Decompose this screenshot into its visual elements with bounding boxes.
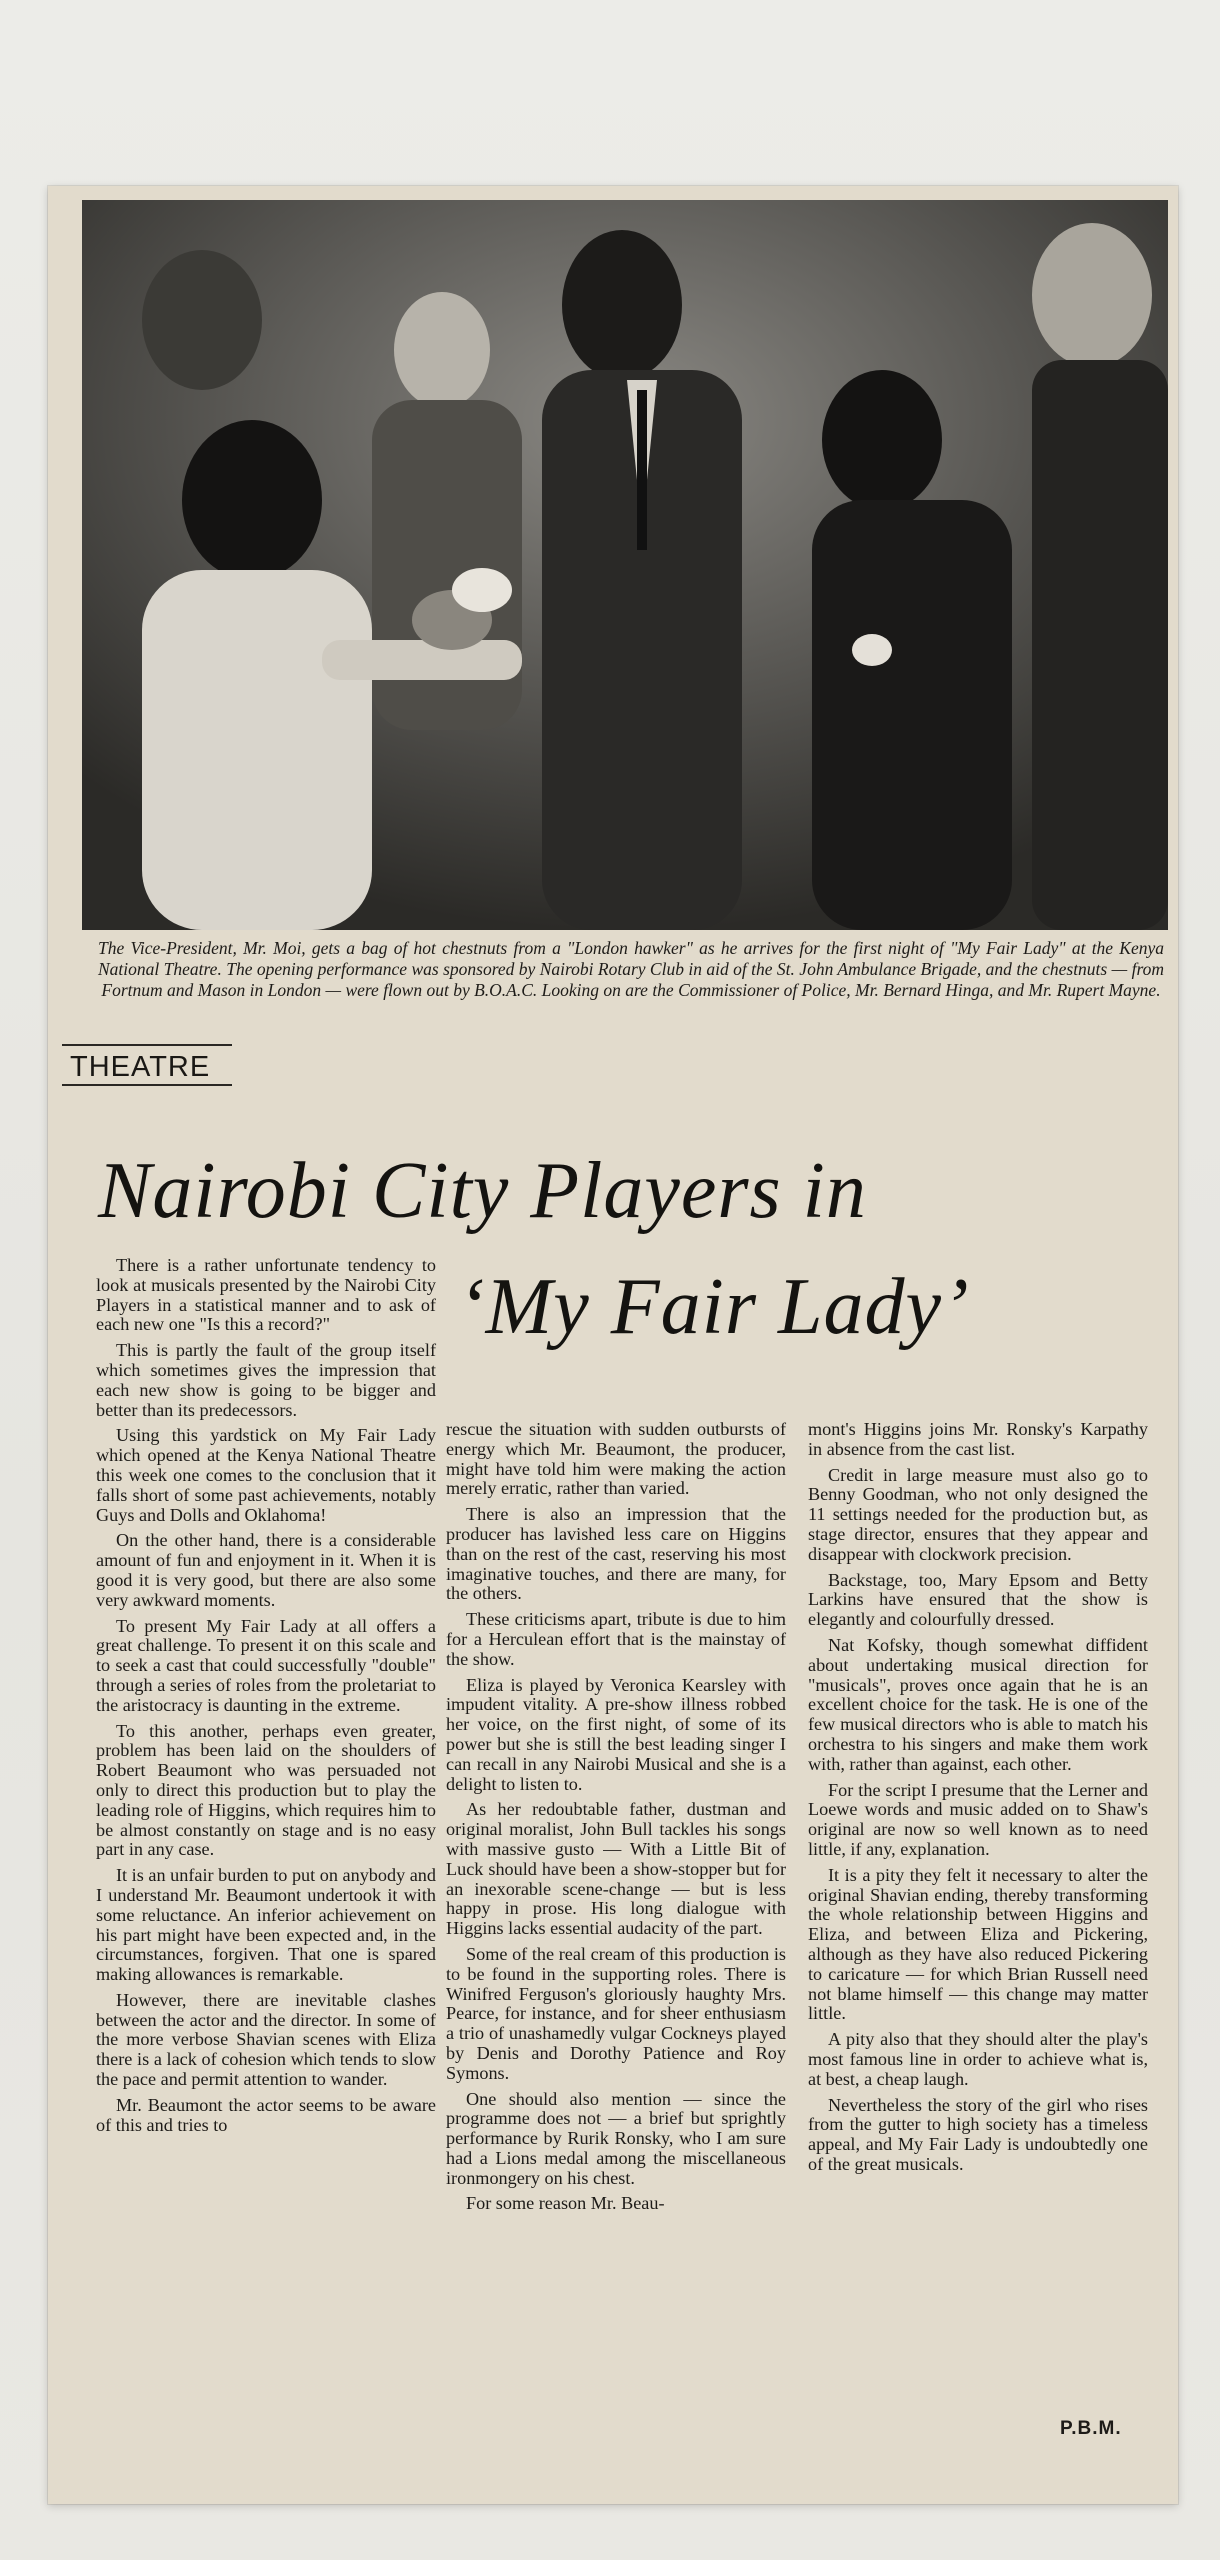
paragraph: There is also an impression that the producer has lavished less care on Higgins than on the rest of the cast, reserving his most imaginative touches, and there are many, for the others. [446,1504,786,1604]
paragraph: It is an unfair burden to put on anybody and I understand Mr. Beaumont undertook it with some reluctance. An inferior achievement on his part might have been expected and, in the circumstances, forgiven. That one is spared making allowances is remarkable. [96,1865,436,1985]
paragraph: Nat Kofsky, though somewhat diffident about undertaking musical direction for "musicals", proves once again that he is an excellent choice for the task. He is one of the few musical directors who is able to match his orchestra to his singers and make them work with, rather than against, each other. [808,1634,1148,1774]
paragraph: However, there are inevitable clashes between the actor and the director. In some of the more verbose Shavian scenes with Eliza there is a lack of cohesion which tends to slow the pace and permit attention to wander. [96,1989,436,2090]
section-label: THEATRE [62,1044,232,1086]
paragraph: For the script I presume that the Lerner and Loewe words and music added on to Shaw's original are now so well known as to need little, if any, explanation. [808,1779,1148,1859]
news-photograph [82,200,1168,930]
paragraph: Backstage, too, Mary Epsom and Betty Larkins have ensured that the show is elegantly and colourfully dressed. [808,1569,1148,1630]
paragraph: There is a rather unfortunate tendency to look at musicals presented by the Nairobi City Players in a statistical manner and to ask of each new one "Is this a record?" [96,1255,436,1335]
paragraph: mont's Higgins joins Mr. Ronsky's Karpathy in absence from the cast list. [808,1419,1148,1459]
paragraph: As her redoubtable father, dustman and original moralist, John Bull tackles his songs with massive gusto — With a Little Bit of Luck should have been a show-stopper but for an inexorable scene-change — but is less happy in prose. His long dialogue with Higgins lacks essential audacity of the part. [446,1799,786,1939]
paragraph: Eliza is played by Veronica Kearsley with impudent vitality. A pre-show illness robbed her voice, on the first night, of some of its power but she is still the best leading singer I can recall in any Nairobi Musical and she is a delight to listen to. [446,1674,786,1794]
article-column-2 [446,1420,786,2220]
paragraph: To present My Fair Lady at all offers a great challenge. To present it on this scale and to seek a cast that could successfully "double" through a series of roles from the proletariat to the aristocracy is daunting in the extreme. [96,1615,436,1715]
headline-line-1: Nairobi City Players in [98,1147,867,1235]
paragraph: Mr. Beaumont the actor seems to be aware of this and tries to [96,2094,436,2135]
paragraph: Credit in large measure must also go to Benny Goodman, who not only designed the 11 settings needed for the production but, as stage director, ensures that they appear and disappear with clockwork precision. [808,1464,1148,1564]
paragraph: It is a pity they felt it necessary to alter the original Shavian ending, thereby transforming the whole relationship between Higgins and Eliza, and between Eliza and Pickering, although as they have also reduced Pickering to caricature — for which Brian Russell need not blame himself — this change may matter little. [808,1864,1148,2024]
paragraph: On the other hand, there is a considerable amount of fun and enjoyment in it. When it is good it is very good, but there are also some very awkward moments. [96,1530,436,1610]
paragraph: These criticisms apart, tribute is due to him for a Herculean effort that is the mainstay of the show. [446,1609,786,1669]
paragraph: Using this yardstick on My Fair Lady which opened at the Kenya National Theatre this week one comes to the conclusion that it falls short of some past achievements, notably Guys and Dolls and Oklahoma! [96,1425,436,1525]
paragraph: One should also mention — since the programme does not — a brief but sprightly performance by Rurik Ronsky, who I am sure had a Lions medal among the miscellaneous ironmongery on his chest. [446,2088,786,2188]
paragraph: rescue the situation with sudden outbursts of energy which Mr. Beaumont, the producer, might have told him were making the action merely erratic, rather than varied. [446,1419,786,1499]
paragraph: For some reason Mr. Beau- [466,2193,665,2214]
article-column-1 [96,1256,436,2141]
paragraph: Nevertheless the story of the girl who rises from the gutter to high society has a timeless appeal, and My Fair Lady is undoubtedly one of the great musicals. [808,2094,1148,2174]
paragraph: Some of the real cream of this production is to be found in the supporting roles. There is Winifred Ferguson's gloriously haughty Mrs. Pearce, for instance, and for sheer enthusiasm a trio of unashamedly vulgar Cockneys played by Denis and Dorothy Patience and Roy Symons. [446,1943,786,2083]
paragraph: This is partly the fault of the group itself which sometimes gives the impression that each new show is going to be bigger and better than its predecessors. [96,1340,436,1420]
photo-illustration [82,200,1168,930]
paragraph: To this another, perhaps even greater, problem has been laid on the shoulders of Robert Beaumont who was persuaded not only to direct this production but to play the leading role of Higgins, which requires him to be almost constantly on stage and is no easy part in any case. [96,1720,436,1860]
paragraph: A pity also that they should alter the play's most famous line in order to achieve what is, at best, a cheap laugh. [808,2029,1148,2089]
article-column-3 [808,1420,1148,2181]
photo-caption: The Vice-President, Mr. Moi, gets a bag of hot chestnuts from a "London hawker" as he arrives for the first night of "My Fair Lady" at the Kenya National Theatre. The opening performance was sponsored by Nairobi Rotary Club in aid of the St. John Ambulance Brigade, and the chestnuts — from Fortnum and Mason in London — were flown out by B.O.A.C. Looking on are the Commissioner of Police, Mr. Bernard Hinga, and Mr. Rupert Mayne. [98,938,1164,1000]
author-initials: P.B.M. [1060,2418,1122,2439]
headline-line-2: ‘My Fair Lady’ [458,1263,970,1351]
newspaper-clipping [48,186,1178,2504]
